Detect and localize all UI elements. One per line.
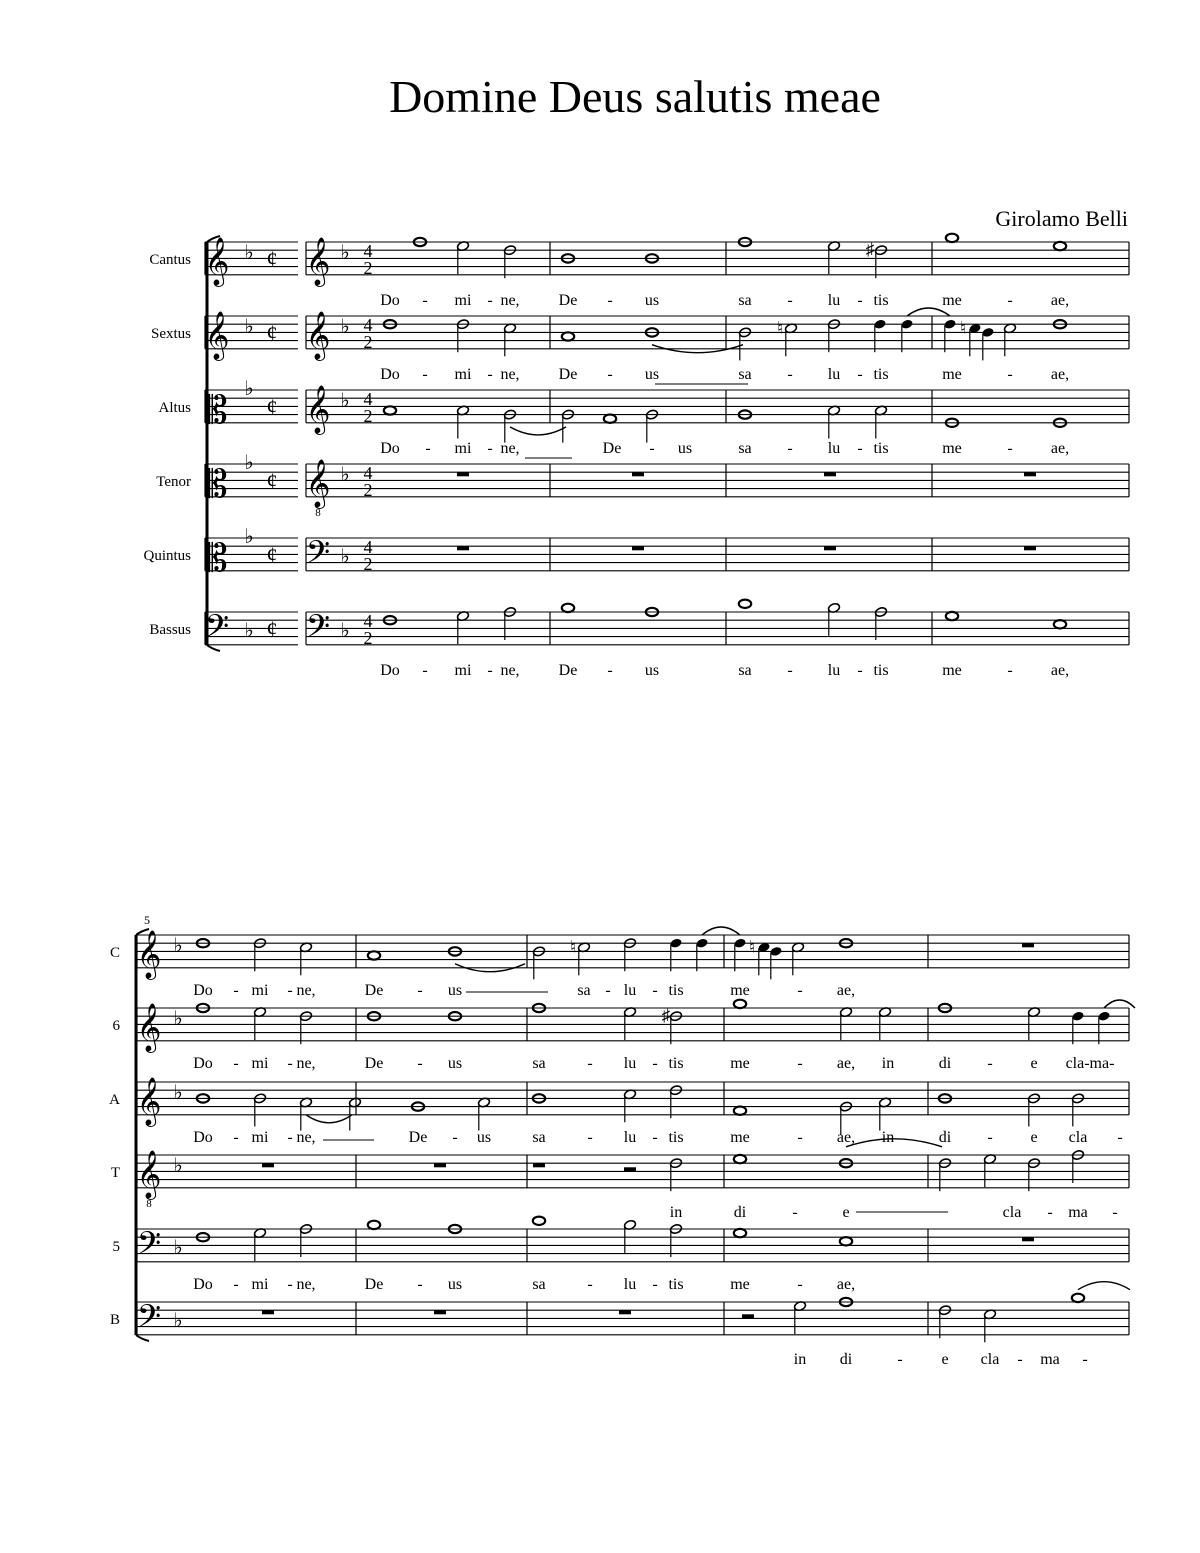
lyric-syllable: -: [857, 366, 863, 383]
lyric-syllable: -: [607, 292, 613, 309]
tie: [702, 927, 740, 935]
lyric-syllable: in: [881, 1129, 895, 1146]
staff-5: [110, 1300, 1129, 1342]
system-2: [109, 913, 1135, 1368]
cut-time: ¢: [266, 468, 278, 493]
lyric-syllable: in: [881, 1055, 895, 1072]
lyric-syllable: cla: [980, 1351, 1000, 1368]
treble-clef: 𝄞: [204, 239, 230, 285]
lyric-syllable: -: [607, 366, 613, 383]
lyric-syllable: -: [652, 1276, 658, 1293]
lyric-syllable: -: [857, 292, 863, 309]
lyric-syllable: ne,: [500, 292, 520, 309]
alto-clef: 𝄡: [206, 390, 228, 432]
staff-3: [111, 1150, 1129, 1210]
alto-clef: 𝄡: [206, 538, 228, 580]
whole-rest: [632, 472, 644, 476]
lyric-syllable: mi: [454, 292, 472, 309]
lyric-syllable: -: [1112, 1204, 1118, 1221]
tie: [907, 308, 950, 316]
whole-note: [734, 1155, 746, 1163]
lyric-syllable: -: [1017, 1351, 1023, 1368]
lyric-syllable: -: [422, 366, 428, 383]
bass-clef: 𝄢: [136, 1227, 162, 1269]
staff-label: 5: [112, 1239, 120, 1255]
whole-rest: [262, 1310, 274, 1314]
lyric-syllable: -: [417, 982, 423, 999]
lyric-syllable: De: [364, 982, 384, 999]
lyric-syllable: -: [287, 1129, 293, 1146]
lyric-syllable: e: [941, 1351, 949, 1368]
lyric-syllable: tis: [668, 1129, 684, 1146]
lyric-syllable: -: [417, 1055, 423, 1072]
lyric-syllable: -: [607, 662, 613, 679]
lyric-syllable: -: [287, 1276, 293, 1293]
lyric-syllable: -: [417, 1276, 423, 1293]
staff-0: [110, 930, 1129, 980]
lyric-syllable: me: [730, 1055, 750, 1072]
lyric-syllable: -: [797, 1276, 803, 1293]
lyric-syllable: lu: [827, 366, 841, 383]
whole-rest: [457, 546, 469, 550]
lyric-syllable: lu: [827, 662, 841, 679]
lyric-syllable: mi: [454, 440, 472, 457]
system-1: [143, 234, 1129, 679]
lyric-syllable: -: [649, 440, 655, 457]
flat-sign: ♭: [340, 620, 350, 642]
lyric-syllable: -: [787, 366, 793, 383]
lyric-syllable: -: [987, 1055, 993, 1072]
lyric-syllable: tis: [668, 982, 684, 999]
staff-altus: [158, 378, 1129, 435]
cut-time: ¢: [266, 246, 278, 271]
lyric-syllable: Do: [380, 662, 400, 679]
whole-note: [368, 951, 380, 959]
flat-sign: ♭: [244, 526, 254, 548]
whole-rest: [533, 1163, 545, 1167]
whole-rest: [824, 546, 836, 550]
lyric-syllable: cla: [1002, 1204, 1022, 1221]
lyric-syllable: Do: [193, 1055, 213, 1072]
whole-rest: [262, 1163, 274, 1167]
flat-sign: ♭: [173, 1310, 183, 1332]
flat-sign: ♭: [340, 316, 350, 338]
whole-rest: [1022, 1237, 1034, 1241]
time-denominator: 2: [363, 554, 373, 574]
flat-sign: ♭: [244, 378, 254, 400]
flat-sign: ♭: [244, 242, 254, 264]
lyric-syllable: Do: [380, 440, 400, 457]
lyric-syllable: us: [447, 982, 463, 999]
lyric-syllable: -: [233, 1055, 239, 1072]
whole-note: [562, 332, 574, 340]
lyric-syllable: us: [447, 1276, 463, 1293]
half-rest: [742, 1314, 754, 1318]
lyric-syllable: ae,: [836, 982, 856, 999]
whole-note: [1054, 620, 1066, 628]
alto-clef: 𝄡: [206, 464, 228, 506]
lyric-syllable: ne,: [500, 662, 520, 679]
octave-mark: 8: [146, 1198, 152, 1210]
lyric-syllable: e: [1030, 1129, 1038, 1146]
staff-cantus: [149, 237, 1129, 287]
treble-clef: 𝄞: [305, 313, 331, 359]
lyric-syllable: ae,: [1050, 366, 1070, 383]
staff-label: Bassus: [149, 622, 191, 638]
treble-clef: 𝄞: [136, 1005, 162, 1051]
lyric-syllable: lu: [623, 982, 637, 999]
lyric-syllable: Do: [380, 292, 400, 309]
bass-clef: 𝄢: [204, 610, 230, 652]
lyric-syllable: us: [644, 662, 660, 679]
whole-note: [368, 1221, 380, 1229]
lyric-syllable: -: [422, 662, 428, 679]
lyric-syllable: mi: [251, 982, 269, 999]
sharp-sign: ♯: [865, 240, 875, 260]
lyric-syllable: us: [447, 1055, 463, 1072]
lyric-syllable: -: [487, 440, 493, 457]
lyric-syllable: -: [587, 1276, 593, 1293]
staff-label: C: [109, 945, 120, 961]
lyric-syllable: -: [422, 292, 428, 309]
lyric-syllable: ae,: [836, 1276, 856, 1293]
whole-note: [734, 1229, 746, 1237]
lyric-syllable: e: [842, 1204, 850, 1221]
tie: [510, 427, 566, 435]
lyric-syllable: -: [487, 662, 493, 679]
lyric-syllable: -: [452, 1129, 458, 1146]
lyric-syllable: me: [730, 982, 750, 999]
time-denominator: 2: [363, 332, 373, 352]
lyric-syllable: -: [587, 1129, 593, 1146]
whole-rest: [824, 472, 836, 476]
lyric-syllable: ne,: [500, 440, 520, 457]
lyric-syllable: e: [1030, 1055, 1038, 1072]
whole-rest: [1024, 472, 1036, 476]
lyric-syllable: lu: [623, 1276, 637, 1293]
staff-label: Tenor: [156, 474, 191, 490]
treble-clef: 𝄞: [136, 1152, 162, 1198]
lyric-syllable: sa: [532, 1055, 546, 1072]
tie: [1078, 1282, 1130, 1290]
lyric-syllable: -: [987, 1129, 993, 1146]
natural-sign: ♮: [748, 937, 756, 957]
whole-note: [1054, 242, 1066, 250]
tie: [306, 1115, 352, 1123]
lyric-syllable: -: [797, 1055, 803, 1072]
lyric-syllable: sa: [738, 662, 752, 679]
lyric-syllable: De: [558, 292, 578, 309]
lyric-syllable: sa: [738, 366, 752, 383]
lyric-syllable: lu: [827, 292, 841, 309]
lyric-syllable: -: [1007, 366, 1013, 383]
lyric-syllable: Do: [380, 366, 400, 383]
bass-clef: 𝄢: [136, 1300, 162, 1342]
time-numerator: 4: [363, 389, 373, 409]
lyric-syllable: -: [287, 1055, 293, 1072]
lyric-syllable: -: [1047, 1204, 1053, 1221]
lyric-syllable: De: [602, 440, 622, 457]
treble-clef: 𝄞: [305, 461, 331, 507]
lyric-syllable: -: [652, 1129, 658, 1146]
lyric-syllable: -: [652, 982, 658, 999]
whole-note: [562, 604, 574, 612]
lyric-syllable: Do: [193, 1276, 213, 1293]
lyric-syllable: sa: [577, 982, 591, 999]
lyric-syllable: ne,: [500, 366, 520, 383]
whole-note: [384, 406, 396, 414]
lyric-syllable: mi: [454, 662, 472, 679]
lyric-syllable: ma: [1040, 1351, 1060, 1368]
time-numerator: 4: [363, 537, 373, 557]
lyric-syllable: tis: [873, 366, 889, 383]
time-denominator: 2: [363, 480, 373, 500]
lyric-syllable: us: [677, 440, 693, 457]
octave-mark: 8: [315, 507, 321, 519]
natural-sign: ♮: [569, 937, 577, 957]
lyric-syllable: me: [942, 366, 962, 383]
lyric-syllable: cla-ma-: [1065, 1055, 1115, 1072]
flat-sign: ♭: [340, 464, 350, 486]
lyric-syllable: -: [857, 662, 863, 679]
flat-sign: ♭: [173, 1082, 183, 1104]
cut-time: ¢: [266, 394, 278, 419]
lyric-syllable: ae,: [1050, 292, 1070, 309]
lyric-syllable: -: [797, 1129, 803, 1146]
time-denominator: 2: [363, 406, 373, 426]
whole-rest: [434, 1310, 446, 1314]
lyric-syllable: ae,: [836, 1129, 856, 1146]
bass-clef: 𝄢: [305, 536, 331, 578]
lyric-syllable: De: [408, 1129, 428, 1146]
lyric-syllable: me: [942, 292, 962, 309]
lyric-syllable: us: [644, 366, 660, 383]
flat-sign: ♭: [340, 242, 350, 264]
lyric-syllable: ae,: [1050, 440, 1070, 457]
staff-label: Cantus: [149, 252, 191, 268]
treble-clef: 𝄞: [136, 932, 162, 978]
lyric-syllable: lu: [623, 1055, 637, 1072]
lyric-syllable: mi: [251, 1055, 269, 1072]
lyric-syllable: ne,: [296, 1276, 316, 1293]
lyric-syllable: -: [1117, 1129, 1123, 1146]
lyric-syllable: -: [233, 982, 239, 999]
staff-label: A: [109, 1092, 120, 1108]
whole-note: [533, 1217, 545, 1225]
lyric-syllable: De: [558, 366, 578, 383]
lyric-syllable: Do: [193, 982, 213, 999]
lyric-syllable: sa: [532, 1129, 546, 1146]
staff-label: Sextus: [150, 326, 191, 342]
lyric-syllable: in: [793, 1351, 807, 1368]
whole-note: [946, 234, 958, 242]
lyric-syllable: me: [942, 440, 962, 457]
staff-tenor: [156, 452, 1129, 519]
time-denominator: 2: [363, 628, 373, 648]
lyric-syllable: -: [587, 1055, 593, 1072]
lyric-syllable: -: [652, 1055, 658, 1072]
lyric-syllable: sa: [532, 1276, 546, 1293]
whole-note: [946, 612, 958, 620]
staff-label: Quintus: [143, 548, 191, 564]
lyric-syllable: sa: [738, 440, 752, 457]
piece-title: Domine Deus salutis meae: [389, 71, 881, 122]
lyric-syllable: us: [476, 1129, 492, 1146]
lyric-syllable: -: [792, 1204, 798, 1221]
flat-sign: ♭: [173, 1237, 183, 1259]
cut-time: ¢: [266, 542, 278, 567]
lyric-syllable: -: [787, 440, 793, 457]
staff-quintus: [143, 526, 1129, 580]
lyric-syllable: ne,: [296, 1055, 316, 1072]
flat-sign: ♭: [340, 546, 350, 568]
measure-number: 5: [144, 913, 150, 927]
lyric-syllable: -: [1082, 1351, 1088, 1368]
lyric-syllable: di: [733, 1204, 747, 1221]
lyric-syllable: -: [233, 1276, 239, 1293]
lyric-syllable: -: [797, 982, 803, 999]
lyric-syllable: De: [364, 1276, 384, 1293]
lyric-syllable: mi: [251, 1276, 269, 1293]
flat-sign: ♭: [173, 1008, 183, 1030]
time-denominator: 2: [363, 258, 373, 278]
lyric-syllable: in: [669, 1204, 683, 1221]
staff-bassus: [149, 610, 1129, 652]
time-numerator: 4: [363, 611, 373, 631]
flat-sign: ♭: [173, 1155, 183, 1177]
lyric-syllable: ae,: [1050, 662, 1070, 679]
whole-note: [734, 1000, 746, 1008]
sharp-sign: ♯: [661, 1006, 671, 1026]
flat-sign: ♭: [244, 452, 254, 474]
tie: [1104, 1000, 1135, 1008]
lyric-syllable: me: [730, 1129, 750, 1146]
flat-sign: ♭: [340, 390, 350, 412]
staff-label: 6: [112, 1018, 120, 1034]
lyric-syllable: sa: [738, 292, 752, 309]
whole-rest: [1024, 546, 1036, 550]
lyric-syllable: De: [364, 1055, 384, 1072]
lyric-syllable: -: [1007, 440, 1013, 457]
lyric-syllable: tis: [873, 292, 889, 309]
lyric-syllable: ma: [1068, 1204, 1088, 1221]
lyric-syllable: De: [558, 662, 578, 679]
whole-note: [734, 1107, 746, 1115]
whole-note: [840, 1237, 852, 1245]
whole-rest: [632, 546, 644, 550]
whole-note: [739, 600, 751, 608]
lyric-syllable: -: [857, 440, 863, 457]
cut-time: ¢: [266, 616, 278, 641]
lyric-syllable: di: [938, 1055, 952, 1072]
staff-label: B: [109, 1312, 120, 1328]
flat-sign: ♭: [173, 935, 183, 957]
lyric-syllable: -: [233, 1129, 239, 1146]
natural-sign: ♮: [959, 318, 967, 338]
lyric-syllable: tis: [873, 440, 889, 457]
lyric-syllable: -: [787, 662, 793, 679]
flat-sign: ♭: [244, 316, 254, 338]
whole-rest: [619, 1310, 631, 1314]
cut-time: ¢: [266, 320, 278, 345]
lyric-syllable: -: [1007, 662, 1013, 679]
staff-label: T: [110, 1165, 120, 1181]
lyric-syllable: ne,: [296, 982, 316, 999]
lyric-syllable: Do: [193, 1129, 213, 1146]
lyric-syllable: me: [730, 1276, 750, 1293]
lyric-syllable: di: [938, 1129, 952, 1146]
bass-clef: 𝄢: [305, 610, 331, 652]
whole-rest: [457, 472, 469, 476]
lyric-syllable: -: [287, 982, 293, 999]
whole-note: [604, 415, 616, 423]
lyric-syllable: -: [605, 982, 611, 999]
lyric-syllable: lu: [623, 1129, 637, 1146]
treble-clef: 𝄞: [305, 239, 331, 285]
lyric-syllable: tis: [668, 1276, 684, 1293]
lyric-syllable: -: [787, 292, 793, 309]
time-numerator: 4: [363, 463, 373, 483]
lyric-syllable: -: [1007, 292, 1013, 309]
lyric-syllable: mi: [454, 366, 472, 383]
time-numerator: 4: [363, 241, 373, 261]
staff-label: Altus: [158, 400, 191, 416]
treble-clef: 𝄞: [136, 1079, 162, 1125]
whole-note: [1072, 1294, 1084, 1302]
flat-sign: ♭: [244, 620, 254, 642]
time-numerator: 4: [363, 315, 373, 335]
lyric-syllable: tis: [873, 662, 889, 679]
lyric-syllable: lu: [827, 440, 841, 457]
lyric-syllable: ne,: [296, 1129, 316, 1146]
lyric-syllable: me: [942, 662, 962, 679]
whole-rest: [434, 1163, 446, 1167]
lyric-syllable: mi: [251, 1129, 269, 1146]
lyric-syllable: cla: [1068, 1129, 1088, 1146]
whole-rest: [1022, 943, 1034, 947]
natural-sign: ♮: [776, 318, 784, 338]
lyric-syllable: -: [487, 366, 493, 383]
treble-clef: 𝄞: [305, 387, 331, 433]
half-rest: [624, 1167, 636, 1171]
lyric-syllable: -: [487, 292, 493, 309]
lyric-syllable: -: [897, 1351, 903, 1368]
lyric-syllable: ae,: [836, 1055, 856, 1072]
treble-clef: 𝄞: [204, 313, 230, 359]
composer-name: Girolamo Belli: [995, 206, 1128, 231]
lyric-syllable: di: [839, 1351, 853, 1368]
lyric-syllable: us: [644, 292, 660, 309]
lyric-syllable: tis: [668, 1055, 684, 1072]
lyric-syllable: -: [425, 440, 431, 457]
